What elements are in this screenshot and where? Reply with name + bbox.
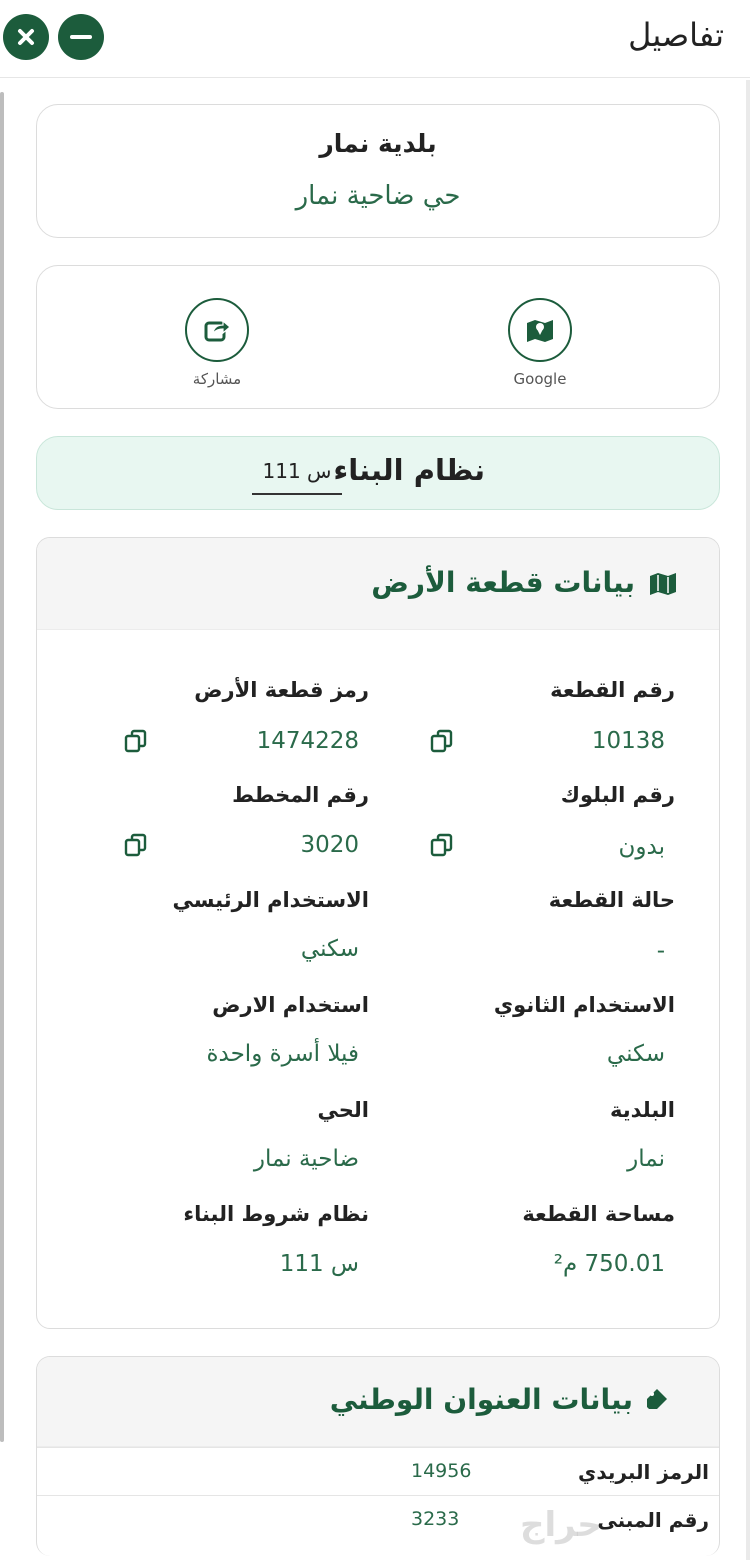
- close-icon: [3, 14, 49, 60]
- district-value: ضاحية نمار: [253, 1146, 359, 1172]
- share-button[interactable]: [162, 298, 272, 388]
- district-label: الحي: [317, 1098, 369, 1122]
- postal-code-value: 14956: [411, 1460, 472, 1482]
- table-row: [37, 1447, 719, 1495]
- scrollbar[interactable]: [0, 92, 4, 1442]
- copy-icon[interactable]: [123, 832, 149, 858]
- plot-code-label: رمز قطعة الأرض: [194, 678, 369, 702]
- district-name: حي ضاحية نمار: [295, 181, 461, 211]
- building-conditions-value: س 111: [279, 1251, 359, 1277]
- google-label: Google: [513, 370, 567, 388]
- postal-code-label: الرمز البريدي: [578, 1460, 709, 1484]
- header-bar: [0, 0, 750, 78]
- municipality-card: [36, 104, 720, 238]
- panel-edge: [746, 80, 750, 1560]
- plot-status-value: -: [656, 938, 665, 964]
- building-number-value: 3233: [411, 1508, 460, 1530]
- municipality-label: البلدية: [610, 1098, 675, 1122]
- municipality-name: بلدية نمار: [319, 129, 437, 158]
- plot-area-label: مساحة القطعة: [522, 1202, 675, 1226]
- building-system-label: نظام البناء: [333, 453, 485, 487]
- copy-icon[interactable]: [429, 728, 455, 754]
- copy-icon[interactable]: [429, 832, 455, 858]
- plot-number-value: 10138: [591, 728, 665, 754]
- copy-icon[interactable]: [123, 728, 149, 754]
- google-maps-button[interactable]: [485, 298, 595, 388]
- land-data-card: [36, 537, 720, 1329]
- minus-icon: [58, 14, 104, 60]
- plot-status-label: حالة القطعة: [548, 888, 675, 912]
- page-title: تفاصيل: [628, 16, 724, 54]
- secondary-use-label: الاستخدام الثانوي: [493, 993, 675, 1017]
- plan-number-label: رقم المخطط: [232, 783, 369, 807]
- plot-number-label: رقم القطعة: [550, 678, 675, 702]
- building-number-label: رقم المبنى: [597, 1508, 709, 1532]
- building-conditions-label: نظام شروط البناء: [183, 1202, 369, 1226]
- plan-number-value: 3020: [300, 832, 359, 858]
- land-use-value: فيلا أسرة واحدة: [206, 1041, 359, 1067]
- watermark-logo: حراج: [520, 1505, 602, 1545]
- block-number-value: بدون: [618, 834, 665, 860]
- land-use-label: استخدام الارض: [212, 993, 369, 1017]
- address-section-title: بيانات العنوان الوطني: [329, 1383, 633, 1416]
- building-system-value: س 111: [252, 459, 342, 495]
- tag-icon: [645, 1387, 669, 1411]
- address-section-header: [37, 1357, 719, 1447]
- secondary-use-value: سكني: [606, 1041, 665, 1067]
- national-address-card: [36, 1356, 720, 1556]
- main-use-value: سكني: [300, 936, 359, 962]
- municipality-value: نمار: [627, 1146, 665, 1172]
- table-row: [37, 1495, 719, 1543]
- minimize-button[interactable]: [58, 14, 104, 60]
- actions-card: [36, 265, 720, 409]
- block-number-label: رقم البلوك: [560, 783, 675, 807]
- building-system-card: [36, 436, 720, 510]
- share-circle[interactable]: [185, 298, 249, 362]
- share-icon: [201, 314, 233, 346]
- google-maps-circle[interactable]: [508, 298, 572, 362]
- map-icon: [649, 572, 677, 596]
- plot-code-value: 1474228: [256, 728, 359, 754]
- land-section-header: [37, 538, 719, 630]
- plot-area-value: 750.01 م²: [553, 1251, 665, 1277]
- close-button[interactable]: [3, 14, 49, 60]
- land-section-title: بيانات قطعة الأرض: [371, 566, 635, 599]
- share-label: مشاركة: [192, 370, 242, 388]
- map-icon: [524, 314, 556, 346]
- main-use-label: الاستخدام الرئيسي: [172, 888, 369, 912]
